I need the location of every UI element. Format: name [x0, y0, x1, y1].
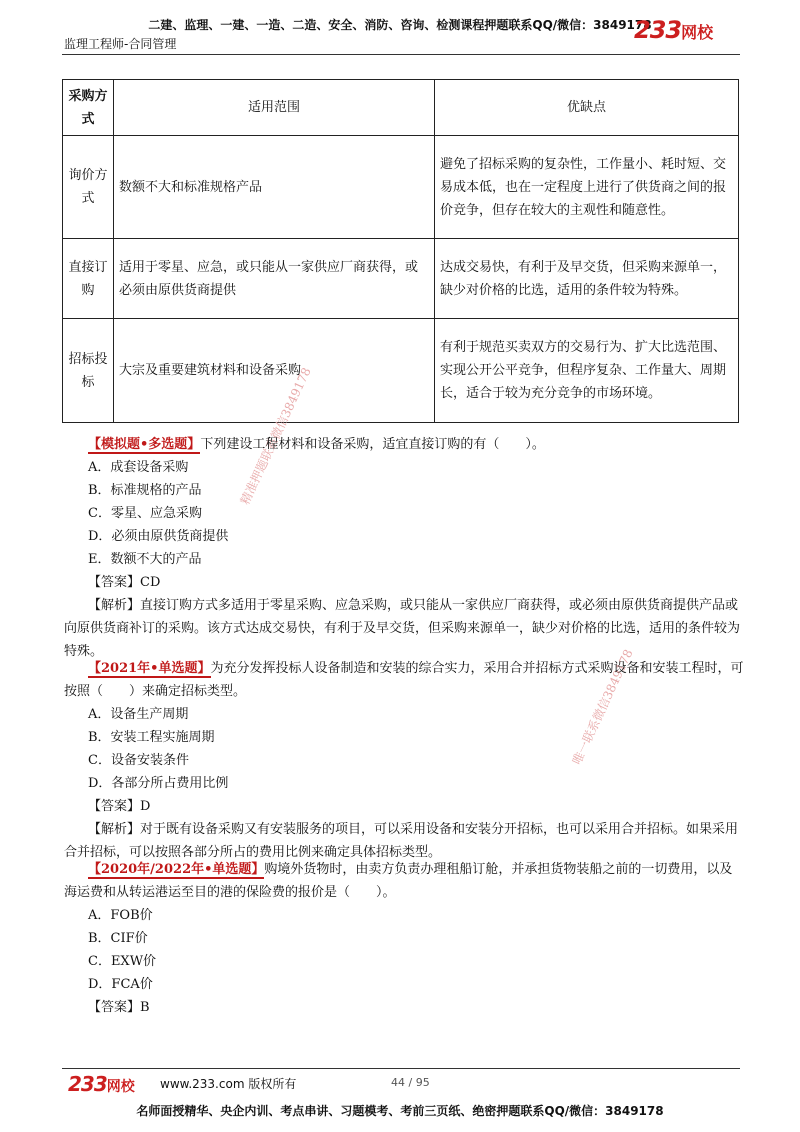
header-contact-line: 二建、监理、一建、一造、二造、安全、消防、咨询、检测课程押题联系QQ/微信：3849178 [148, 18, 652, 32]
analysis-label: 【解析】 [88, 822, 141, 837]
logo-word: 网校 [681, 23, 714, 42]
answer-value: D [140, 799, 151, 814]
footer-logo [68, 1072, 135, 1096]
option-a: A．FOB价 [88, 908, 153, 923]
answer-value: B [140, 1000, 150, 1015]
procurement-table [62, 79, 739, 423]
document-subtitle: 监理工程师-合同管理 [64, 37, 177, 51]
question-tag: 【2020年/2022年•单选题】 [88, 862, 265, 877]
footer-logo-number: 233 [68, 1072, 107, 1096]
logo-number: 233 [634, 16, 682, 44]
answer-label: 【答案】 [88, 1000, 141, 1015]
watermark-text: 精准押题联系微信3849178 [237, 365, 314, 507]
table-cell-scope: 大宗及重要建筑材料和设备采购 [114, 319, 435, 423]
table-cell-pros-cons: 避免了招标采购的复杂性，工作量小、耗时短、交易成本低，也在一定程度上进行了供货商之间的报价竞争，但存在较大的主观性和随意性。 [435, 136, 739, 239]
table-header-scope: 适用范围 [114, 80, 435, 136]
option-a: A．成套设备采购 [88, 460, 189, 475]
option-b: B．标准规格的产品 [88, 483, 202, 498]
table-header-pros-cons: 优缺点 [435, 80, 739, 136]
question-3 [64, 858, 744, 1019]
analysis-label: 【解析】 [88, 598, 141, 613]
brand-logo [634, 16, 738, 48]
footer-divider [62, 1068, 740, 1069]
watermark-text: 唯一联系微信3849178 [569, 647, 636, 767]
question-2 [64, 657, 744, 864]
question-1 [64, 433, 744, 663]
table-cell-method: 招标投标 [63, 319, 114, 423]
table-cell-method: 询价方式 [63, 136, 114, 239]
answer-label: 【答案】 [88, 575, 141, 590]
table-cell-scope: 数额不大和标准规格产品 [114, 136, 435, 239]
table-cell-scope: 适用于零星、应急，或只能从一家供应厂商获得，或必须由原供货商提供 [114, 239, 435, 319]
analysis-text: 直接订购方式多适用于零星采购、应急采购，或只能从一家供应厂商获得，或必须由原供货商提供产品或向原供货商补订的采购。该方式达成交易快，有利于及早交货，但采购来源单一，缺少对价格的比选，适用的条件较为特殊。 [64, 598, 741, 659]
question-tag: 【2021年•单选题】 [88, 661, 211, 676]
table-cell-method: 直接订购 [63, 239, 114, 319]
header-divider [62, 54, 740, 55]
option-c: C．EXW价 [88, 954, 157, 969]
question-tag: 【模拟题•多选题】 [88, 437, 201, 452]
option-c: C．零星、应急采购 [88, 506, 202, 521]
table-row [63, 319, 739, 423]
page-number: 44 / 95 [391, 1076, 430, 1089]
footer-contact-line: 名师面授精华、央企内训、考点串讲、习题模考、考前三页纸、绝密押题联系QQ/微信：3849178 [136, 1104, 664, 1118]
table-row [63, 136, 739, 239]
option-e: E．数额不大的产品 [88, 552, 202, 567]
question-stem: 购境外货物时，由卖方负责办理租船订舱，并承担货物装船之前的一切费用，以及海运费和从转运港运至目的港的保险费的报价是（ ）。 [64, 862, 733, 900]
question-stem: 下列建设工程材料和设备采购，适宜直接订购的有（ ）。 [200, 437, 545, 452]
table-header-row [63, 80, 739, 136]
option-b: B．CIF价 [88, 931, 148, 946]
footer-site: www.233.com 版权所有 [160, 1077, 297, 1091]
option-d: D．必须由原供货商提供 [88, 529, 229, 544]
table-cell-pros-cons: 达成交易快，有利于及早交货，但采购来源单一，缺少对价格的比选，适用的条件较为特殊。 [435, 239, 739, 319]
footer-logo-word: 网校 [106, 1079, 135, 1095]
analysis-text: 对于既有设备采购又有安装服务的项目，可以采用设备和安装分开招标，也可以采用合并招标。如果采用合并招标，可以按照各部分所占的费用比例来确定具体招标类型。 [64, 822, 739, 860]
option-a: A．设备生产周期 [88, 707, 189, 722]
table-header-method: 采购方式 [63, 80, 114, 136]
table-row [63, 239, 739, 319]
option-d: D．FCA价 [88, 977, 153, 992]
answer-label: 【答案】 [88, 799, 141, 814]
table-cell-pros-cons: 有利于规范买卖双方的交易行为、扩大比选范围、实现公开公平竞争，但程序复杂、工作量大、周期长，适合于较为充分竞争的市场环境。 [435, 319, 739, 423]
option-d: D．各部分所占费用比例 [88, 776, 229, 791]
question-stem: 为充分发挥投标人设备制造和安装的综合实力，采用合并招标方式采购设备和安装工程时，可按照（ ）来确定招标类型。 [64, 661, 744, 699]
answer-value: CD [140, 575, 161, 590]
option-b: B．安装工程实施周期 [88, 730, 215, 745]
option-c: C．设备安装条件 [88, 753, 189, 768]
